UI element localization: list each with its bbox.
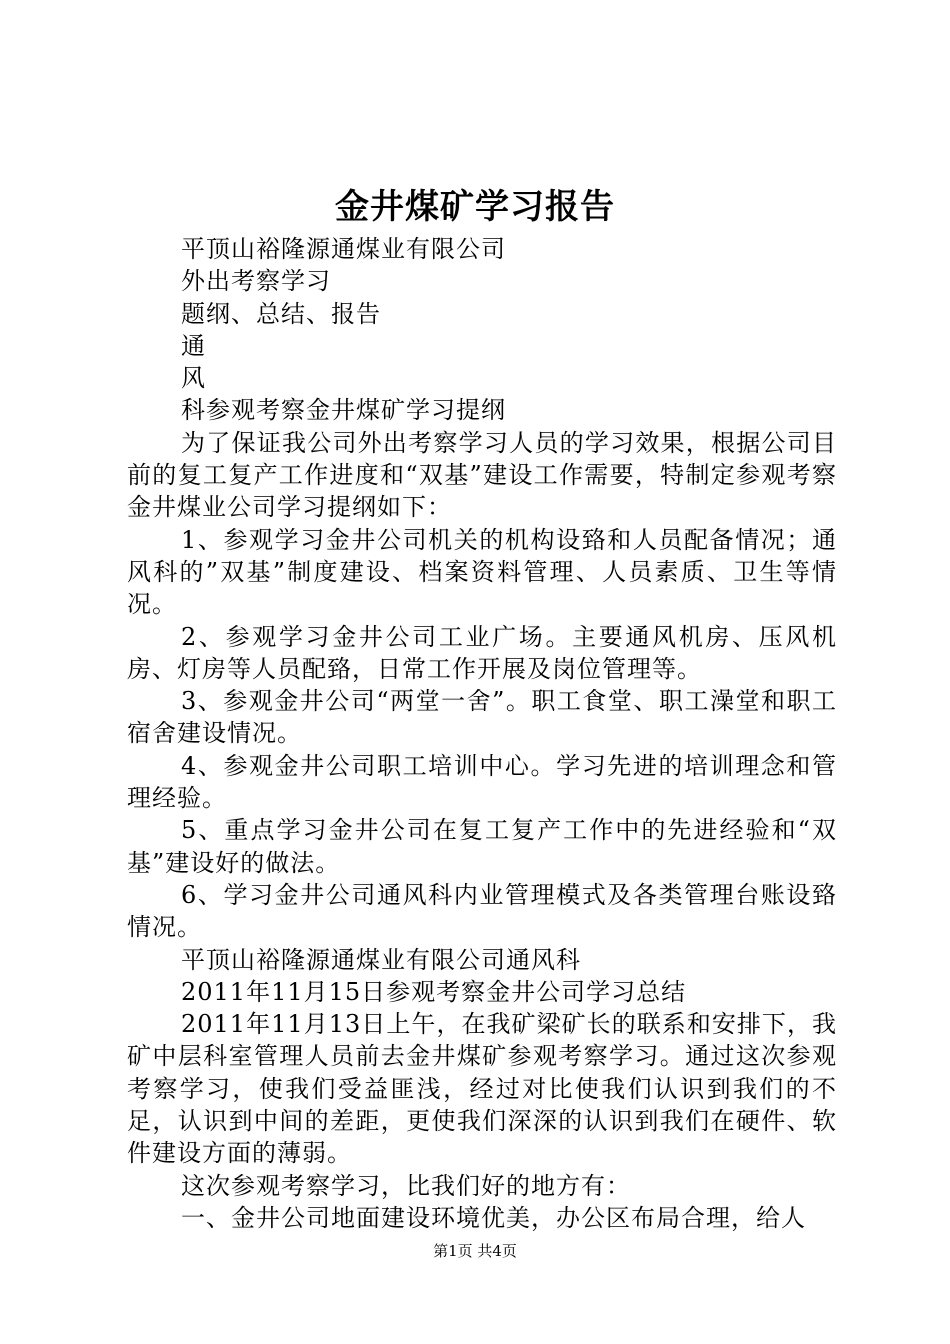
paragraph: 平顶山裕隆源通煤业有限公司通风科 <box>181 945 581 974</box>
paragraph: 4、参观金井公司职工培训中心。学习先进的培训理念和管理经验。 <box>127 751 837 813</box>
paragraph: 为了保证我公司外出考察学习人员的学习效果，根据公司目前的复工复产工作进度和“双基”建设工作需要，特制定参观考察金井煤业公司学习提纲如下： <box>127 428 837 522</box>
paragraph: 题纲、总结、报告 <box>181 299 381 328</box>
paragraph: 2、参观学习金井公司工业广场。主要通风机房、压风机房、灯房等人员配臵，日常工作开展及岗位管理等。 <box>127 622 837 683</box>
page-footer: 第1页 共4页 <box>433 1242 517 1260</box>
paragraph: 1、参观学习金井公司机关的机构设臵和人员配备情况；通风科的”双基”制度建设、档案资料管理、人员素质、卫生等情况。 <box>127 525 837 619</box>
paragraph: 科参观考察金井煤矿学习提纲 <box>181 396 506 425</box>
paragraph: 平顶山裕隆源通煤业有限公司 <box>181 235 506 263</box>
paragraph: 2011年11月15日参观考察金井公司学习总结 <box>181 977 687 1006</box>
paragraph: 风 <box>181 364 206 393</box>
paragraph: 3、参观金井公司“两堂一舍”。职工食堂、职工澡堂和职工宿舍建设情况。 <box>127 687 837 748</box>
paragraph: 这次参观考察学习，比我们好的地方有： <box>181 1171 631 1200</box>
paragraph: 2011年11月13日上午，在我矿梁矿长的联系和安排下，我矿中层科室管理人员前去金井煤矿参观考察学习。通过这次参观考察学习，使我们受益匪浅，经过对比使我们认识到我们的不足，认识到中间的差距，更使我们深深的认识到我们在硬件、软件建设方面的薄弱。 <box>127 1010 837 1168</box>
paragraph: 一、金井公司地面建设环境优美，办公区布局合理，给人 <box>181 1203 806 1232</box>
paragraph: 6、学习金井公司通风科内业管理模式及各类管理台账设臵情况。 <box>127 880 837 942</box>
page-title: 金井煤矿学习报告 <box>335 187 615 227</box>
paragraph: 外出考察学习 <box>181 267 331 296</box>
document-body <box>127 233 837 1234</box>
paragraph: 通 <box>181 331 206 360</box>
paragraph: 5、重点学习金井公司在复工复产工作中的先进经验和“双基”建设好的做法。 <box>127 816 837 877</box>
